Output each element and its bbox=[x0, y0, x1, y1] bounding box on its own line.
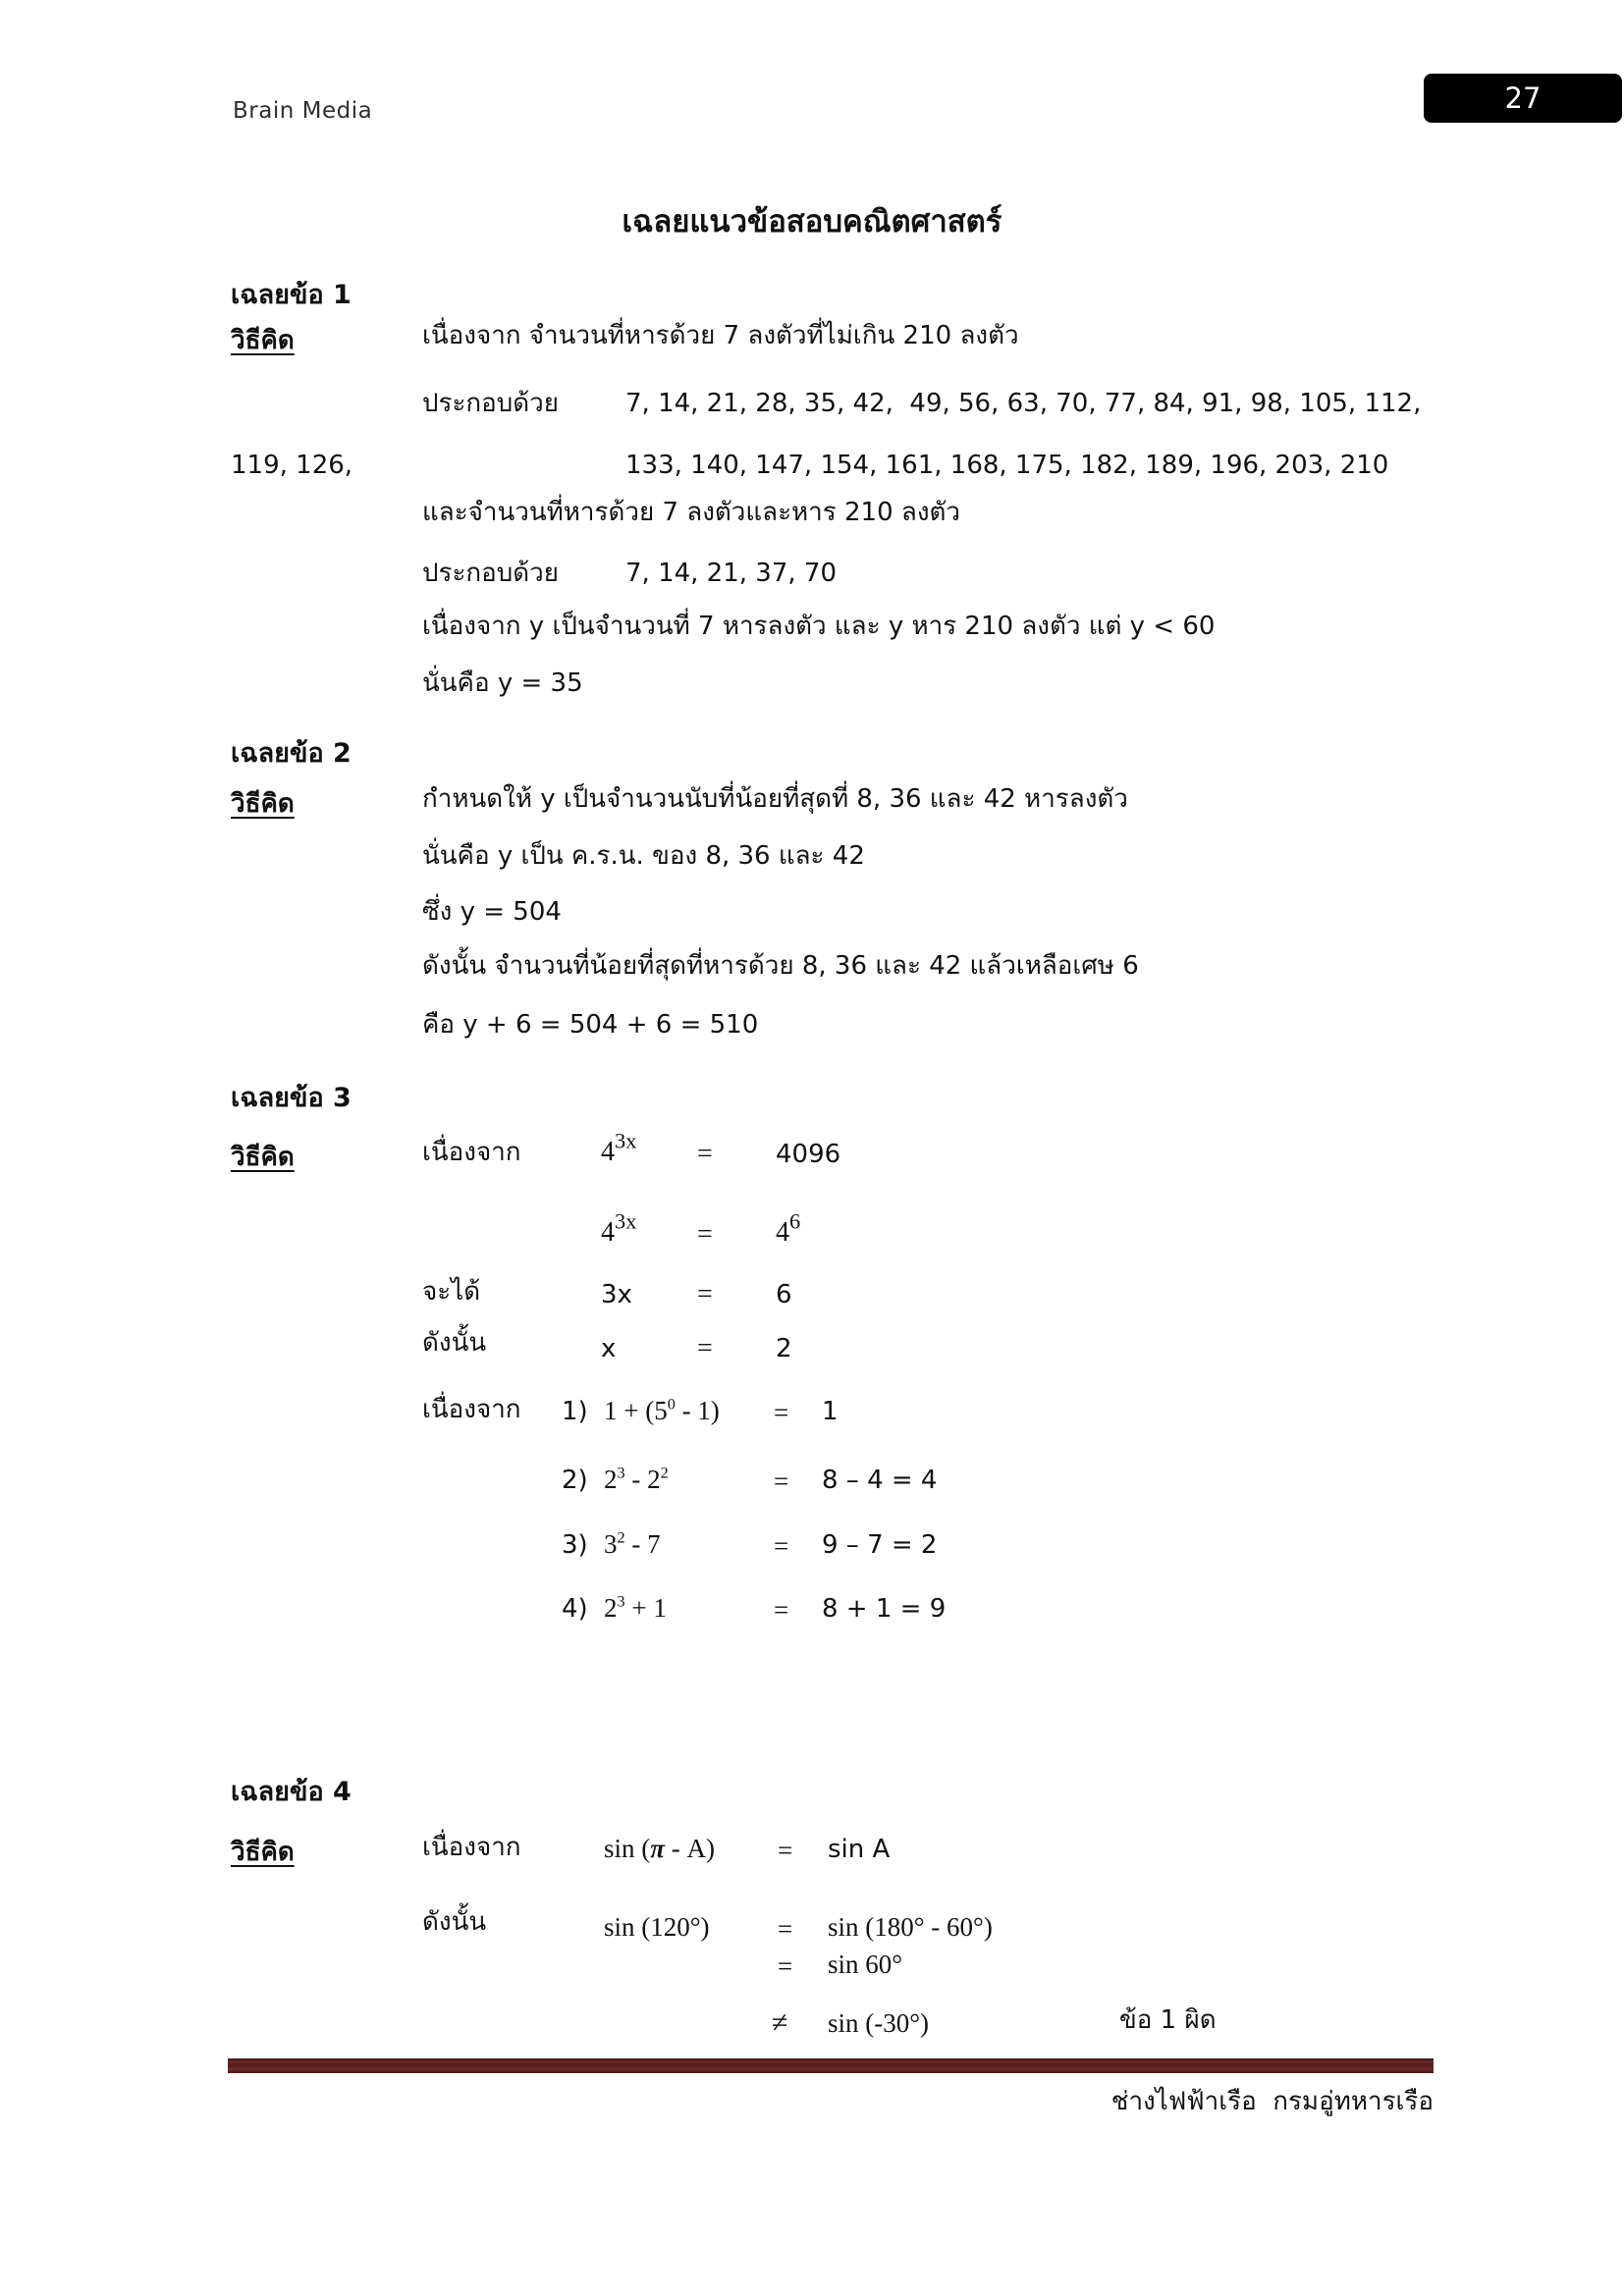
s3-eq1-lhs bbox=[601, 1128, 637, 1168]
s4-row3-equals: = bbox=[778, 1951, 793, 1981]
s2-line3: ซึ่ง y = 504 bbox=[422, 897, 562, 927]
footer-credit: ช่างไฟฟ้าเรือ กรมอู่ทหารเรือ bbox=[1110, 2087, 1434, 2116]
s1-numbers-row1: 7, 14, 21, 28, 35, 42, 49, 56, 63, 70, 77, 84, 91, 98, 105, 112, bbox=[625, 389, 1422, 418]
s3-eq1-base: 4 bbox=[601, 1137, 615, 1167]
s3-eq4-lhs: x bbox=[601, 1334, 617, 1363]
s3-item4-result: 8 + 1 = 9 bbox=[822, 1594, 947, 1624]
s3-item4-equals: = bbox=[774, 1595, 789, 1625]
s3-item3-number: 3) bbox=[562, 1530, 588, 1560]
s3-item1-result: 1 bbox=[822, 1397, 839, 1426]
s3-eq1-exponent: 3x bbox=[615, 1128, 637, 1153]
s3-item3-equals: = bbox=[774, 1531, 789, 1561]
s3-eq2-rhs-exponent: 6 bbox=[789, 1208, 801, 1234]
s3-item1-equals: = bbox=[774, 1398, 789, 1427]
s3-because-label: เนื่องจาก bbox=[422, 1138, 521, 1167]
s2-line5: คือ y + 6 = 504 + 6 = 510 bbox=[422, 1010, 759, 1040]
s3-eq2-lhs bbox=[601, 1208, 637, 1249]
s1-consists-label: ประกอบด้วย bbox=[422, 389, 560, 418]
s1-line3: เนื่องจาก y เป็นจำนวนที่ 7 หารลงตัว และ y หาร 210 ลงตัว แต่ y < 60 bbox=[422, 612, 1216, 641]
s3-eq4-equals: = bbox=[697, 1333, 713, 1363]
s1-line4: นั่นคือ y = 35 bbox=[422, 668, 583, 698]
s3-item1-expression: $1 + (5^0 - 1)$ bbox=[604, 1395, 720, 1425]
s3-item2-expression: $2^3 - 2^2$ bbox=[604, 1464, 669, 1494]
s3-eq2-equals: = bbox=[697, 1219, 713, 1250]
brand-text: Brain Media bbox=[233, 98, 373, 124]
s3-eq3-equals: = bbox=[697, 1279, 713, 1309]
section-1-heading: เฉลยข้อ 1 bbox=[231, 280, 352, 310]
page-title: เฉลยแนวข้อสอบคณิตศาสตร์ bbox=[622, 204, 1002, 240]
s3-eq1-rhs: 4096 bbox=[776, 1140, 841, 1169]
s3-item2-result: 8 – 4 = 4 bbox=[822, 1466, 938, 1495]
method-label-2: วิธีคิด bbox=[231, 789, 295, 819]
pi-symbol: π bbox=[650, 1834, 665, 1863]
s3-eq4-rhs: 2 bbox=[776, 1334, 792, 1363]
s4-row1-rhs: sin A bbox=[828, 1835, 891, 1864]
s4-row1-lhs: sin (π - A) bbox=[604, 1834, 715, 1863]
s1-numbers-row3: 7, 14, 21, 37, 70 bbox=[625, 559, 837, 588]
s4-row1-equals: = bbox=[778, 1836, 793, 1865]
s1-numbers-row2: 133, 140, 147, 154, 161, 168, 175, 182, 189, 196, 203, 210 bbox=[625, 451, 1389, 480]
s3-item3-exponent: 2 bbox=[617, 1528, 625, 1547]
footer-divider-bar bbox=[228, 2058, 1434, 2073]
s2-line4: ดังนั้น จำนวนที่น้อยที่สุดที่หารด้วย 8, 36 และ 42 แล้วเหลือเศษ 6 bbox=[422, 951, 1139, 981]
s2-line2: นั่นคือ y เป็น ค.ร.น. ของ 8, 36 และ 42 bbox=[422, 841, 865, 871]
s3-item4-exponent: 3 bbox=[617, 1592, 625, 1611]
s4-row4-rhs: sin (-30°) bbox=[828, 2008, 930, 2038]
s3-so-label: ดังนั้น bbox=[422, 1328, 487, 1358]
s3-item2-equals: = bbox=[774, 1467, 789, 1496]
s1-line1: เนื่องจาก จำนวนที่หารด้วย 7 ลงตัวที่ไม่เกิน 210 ลงตัว bbox=[422, 321, 1019, 350]
s3-item4-expression: $2^3 + 1$ bbox=[604, 1592, 667, 1623]
s3-eq2-rhs bbox=[776, 1208, 801, 1249]
s4-row2-lhs: sin (120°) bbox=[604, 1912, 710, 1942]
method-label-1: วิธีคิด bbox=[231, 326, 295, 355]
s3-eq3-lhs: 3x bbox=[601, 1280, 632, 1309]
s3-item3-expression: $3^2 - 7$ bbox=[604, 1528, 661, 1559]
s3-item3-result: 9 – 7 = 2 bbox=[822, 1530, 938, 1560]
s4-so-label: ดังนั้น bbox=[422, 1907, 487, 1937]
s1-line2: และจำนวนที่หารด้วย 7 ลงตัวและหาร 210 ลงตัว bbox=[422, 498, 961, 527]
s3-item4-number: 4) bbox=[562, 1594, 588, 1624]
s3-item2-number: 2) bbox=[562, 1466, 588, 1495]
s3-eq1-equals: = bbox=[697, 1139, 713, 1169]
s3-item1-exponent: 0 bbox=[667, 1395, 676, 1414]
s4-row2-equals: = bbox=[778, 1914, 793, 1944]
s4-row4-not-equals: ≠ bbox=[772, 2006, 788, 2039]
s3-eq2-exponent: 3x bbox=[615, 1208, 637, 1234]
s4-row2-rhs: sin (180° - 60°) bbox=[828, 1912, 993, 1942]
s3-because-label-2: เนื่องจาก bbox=[422, 1395, 521, 1424]
s4-because-label: เนื่องจาก bbox=[422, 1833, 521, 1862]
s3-item2-exponent-1: 3 bbox=[617, 1464, 625, 1482]
s3-eq2-rhs-base: 4 bbox=[776, 1217, 789, 1248]
page-number: 27 bbox=[1504, 81, 1542, 115]
s4-row3-rhs: sin 60° bbox=[828, 1949, 903, 1979]
section-4-heading: เฉลยข้อ 4 bbox=[231, 1777, 352, 1807]
section-3-heading: เฉลยข้อ 3 bbox=[231, 1083, 352, 1113]
s4-row4-note: ข้อ 1 ผิด bbox=[1119, 2005, 1217, 2035]
s3-get-label: จะได้ bbox=[422, 1277, 481, 1307]
s3-item1-number: 1) bbox=[562, 1397, 588, 1426]
s1-numbers-continued-left: 119, 126, bbox=[231, 451, 353, 480]
method-label-4: วิธีคิด bbox=[231, 1838, 295, 1867]
s1-consists-label-2: ประกอบด้วย bbox=[422, 559, 560, 588]
method-label-3: วิธีคิด bbox=[231, 1143, 295, 1172]
s2-line1: กำหนดให้ y เป็นจำนวนนับที่น้อยที่สุดที่ 8, 36 และ 42 หารลงตัว bbox=[422, 784, 1128, 814]
page-number-badge bbox=[1424, 74, 1622, 123]
s3-eq2-base: 4 bbox=[601, 1217, 615, 1248]
s3-eq3-rhs: 6 bbox=[776, 1280, 792, 1309]
section-2-heading: เฉลยข้อ 2 bbox=[231, 738, 352, 769]
s3-item2-exponent-2: 2 bbox=[660, 1464, 669, 1482]
